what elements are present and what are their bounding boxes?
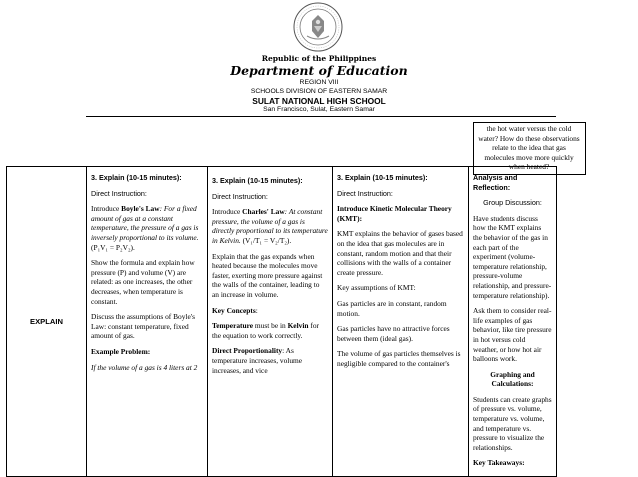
col2-concepts-heading (212, 306, 328, 316)
stage-label: EXPLAIN (7, 167, 87, 477)
explain-row (7, 167, 557, 477)
col2-heading: 3. Explain (10-15 minutes): (212, 176, 303, 185)
col2-intro (212, 207, 328, 245)
col3-explains: KMT explains the behavior of gases based on the idea that gas molecules are in constant, random motion and that their collisions with the walls of a container create pressure. (337, 229, 463, 277)
header-divider (86, 116, 556, 117)
col2-temp-mid: must be in (253, 321, 288, 331)
kmt-cell (333, 167, 469, 477)
col2-intro-formula: (V₁/T₁ = V₂/T₂). (240, 235, 292, 245)
col1-intro-term: Boyle's Law (121, 204, 160, 214)
col1-intro-lead: Introduce (91, 204, 122, 214)
col2-intro-def: : At constant pressure, the volume of a gas is directly proportional to its temperature in Kelvin. (212, 207, 328, 245)
col1-intro (91, 204, 203, 252)
col3-subheading: Direct Instruction: (337, 188, 393, 198)
continued-text: the hot water versus the cold water? How do these observations relate to the idea that gas molecules move more quickly when heated? (473, 123, 585, 175)
col3-assumptions: Key assumptions of KMT: (337, 283, 416, 293)
col1-intro-formula: (P₁V₁ = P₂V₂). (91, 242, 135, 252)
col2-direct-tail: : As temperature increases, volume increases, and vice (212, 346, 303, 375)
col4-graphing-heading: Graphing and Calculations: (490, 369, 535, 389)
col3-assumption-3: The volume of gas particles themselves is negligible compared to the container's (337, 349, 461, 368)
col3-assumption-2: Gas particles have no attractive forces between them (ideal gas). (337, 324, 450, 343)
deped-seal-icon (293, 2, 343, 52)
division-line: SCHOOLS DIVISION OF EASTERN SAMAR (250, 88, 388, 95)
col2-temp-kelvin: Kelvin (287, 321, 309, 331)
col3-heading: 3. Explain (10-15 minutes): (337, 173, 428, 182)
col1-subheading: Direct Instruction: (91, 188, 147, 198)
col1-example: If the volume of a gas is 4 liters at 2 (91, 362, 198, 372)
department-line: Department of Education (230, 63, 408, 78)
col2-subheading: Direct Instruction: (212, 191, 268, 201)
col4-ask: Ask them to consider real-life examples of gas behavior, like tire pressure in hot versus cold weather, or how hot air balloons work. (473, 306, 552, 364)
col4-have: Have students discuss how the KMT explains the behavior of the gas in each part of the experiment (volume-temperature relationship, pressure-volume relationship, and pressure-temperature relationship). (473, 213, 552, 300)
col2-temp-term: Temperature (212, 321, 254, 331)
col2-intro-term: Charles' Law (242, 207, 285, 217)
col3-intro: Introduce Kinetic Molecular Theory (KMT): (337, 204, 452, 223)
col1-show: Show the formula and explain how pressure (P) and volume (V) are related: as one increases, the other decreases, when temperature is constant. (91, 258, 195, 306)
col2-concepts-label: Key Concepts (212, 305, 256, 315)
explain-row-table (6, 166, 557, 477)
analysis-cell (469, 167, 557, 477)
col2-concepts-colon: : (255, 305, 258, 315)
col1-example-heading: Example Problem: (91, 346, 151, 356)
col4-heading: Analysis and Reflection: (473, 173, 518, 192)
col2-temperature (212, 321, 328, 340)
col1-intro-def: : For a fixed amount of gas at a constant temperature, the pressure of a gas is inversely proportional to its volume. (91, 204, 199, 242)
republic-line: Republic of the Philippines (261, 54, 377, 63)
school-location: San Francisco, Sulat, Eastern Samar (263, 106, 375, 113)
col1-discuss: Discuss the assumptions of Boyle's Law: constant temperature, fixed amount of gas. (91, 312, 195, 341)
col2-intro-lead: Introduce (212, 207, 243, 217)
col2-direct (212, 346, 328, 375)
charles-law-cell (208, 167, 333, 477)
col4-group-heading: Group Discussion: (483, 198, 542, 208)
boyles-law-cell (87, 167, 208, 477)
school-name: SULAT NATIONAL HIGH SCHOOL (252, 96, 386, 106)
col4-students: Students can create graphs of pressure vs. volume, temperature vs. volume, and temperature vs. pressure to visualize the relationships. (473, 394, 552, 452)
col3-assumption-1: Gas particles are in constant, random motion. (337, 298, 447, 318)
col2-explain: Explain that the gas expands when heated because the molecules move faster, exerting more pressure against the walls of the container, leading to an increase in volume. (212, 251, 323, 299)
region-line: REGION VIII (299, 79, 339, 86)
col2-direct-term: Direct Proportionality (212, 346, 283, 356)
col2-temp-tail: for the equation to work correctly. (212, 321, 319, 340)
col1-heading: 3. Explain (10-15 minutes): (91, 173, 182, 182)
col4-takeaways: Key Takeaways: (473, 458, 525, 468)
